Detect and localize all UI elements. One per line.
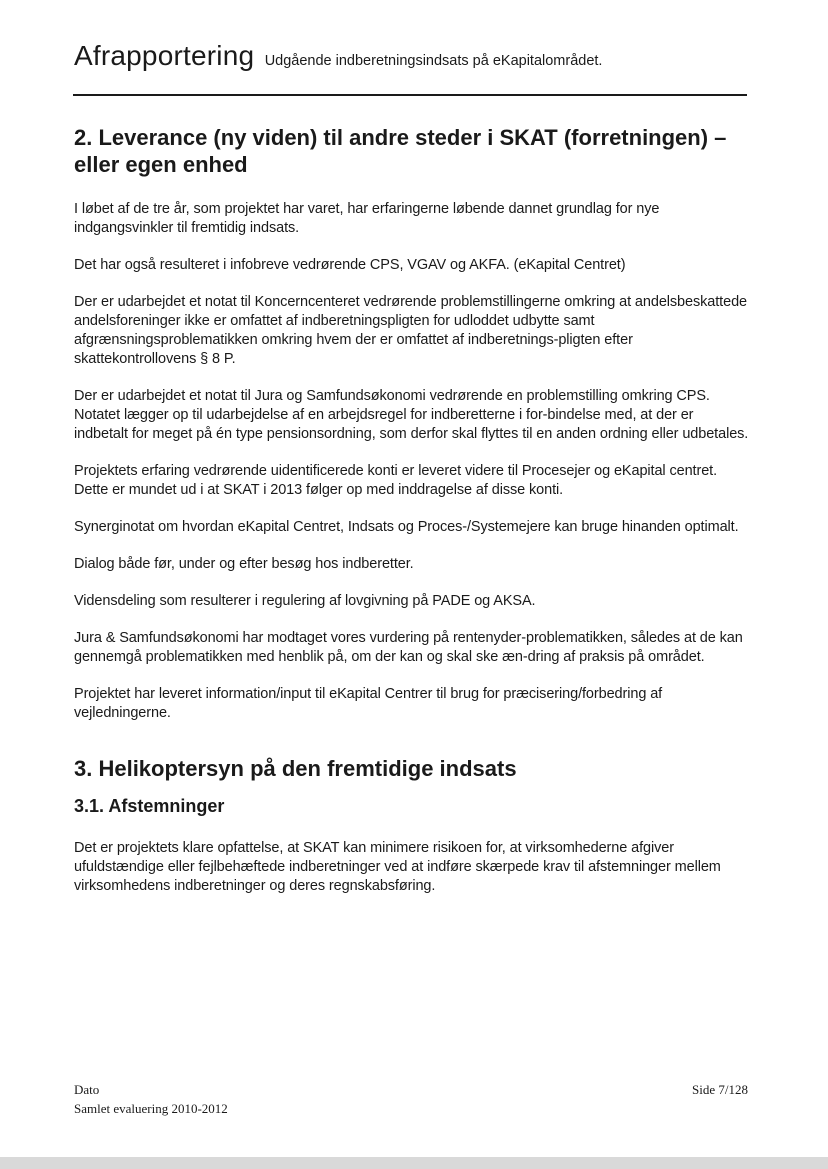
section-2-heading: 2. Leverance (ny viden) til andre steder i SKAT (forretningen) – eller egen enhed (74, 125, 727, 177)
page-header (74, 40, 754, 72)
paragraph: I løbet af de tre år, som projektet har varet, har erfaringerne løbende dannet grundlag for nye indgangsvinkler til fremtidig indsats. (74, 201, 660, 236)
page-footer (74, 1080, 748, 1118)
paragraph: Dialog både før, under og efter besøg hos indberetter. (74, 556, 414, 572)
page-bottom-edge (0, 1157, 828, 1169)
footer-date-label: Dato (74, 1082, 100, 1097)
section-3-heading: 3. Helikoptersyn på den fremtidige indsats (74, 756, 517, 781)
paragraph: Der er udarbejdet et notat til Koncerncenteret vedrørende problemstillingerne omkring at andelsbeskattede andelsforeninger ikke er omfattet af indberetningspligten for udloddet udbytte samt afgrænsningsproblematikken omkring hvem der er omfattet af indberetnings-pligten efter skattekontrollovens § 8 P. (74, 294, 747, 367)
paragraph: Vidensdeling som resulterer i regulering af lovgivning på PADE og AKSA. (74, 593, 536, 609)
paragraph: Projektet har leveret information/input til eKapital Centrer til brug for præcisering/forbedring af vejledningerne. (74, 686, 663, 721)
paragraph: Det har også resulteret i infobreve vedrørende CPS, VGAV og AKFA. (eKapital Centret) (74, 257, 626, 273)
header-title: Afrapportering (74, 40, 255, 71)
paragraph: Der er udarbejdet et notat til Jura og Samfundsøkonomi vedrørende en problemstilling omkring CPS. Notatet lægger op til udarbejdelse af en arbejdsregel for indberetterne i for-bindelse med, at der er indbetalt for meget på én type pensionsordning, som derfor skal flyttes til en anden ordning eller udbetales. (74, 388, 749, 442)
paragraph: Det er projektets klare opfattelse, at SKAT kan minimere risikoen for, at virksomhederne afgiver ufuldstændige eller fejlbehæftede indberetninger ved at indføre skærpede krav til afstemninger mellem virksomhedens indberetninger og deres regnskabsføring. (74, 840, 721, 894)
footer-doc-title: Samlet evaluering 2010-2012 (74, 1101, 228, 1116)
page-number: Side 7/128 (692, 1082, 748, 1097)
header-rule (73, 94, 747, 96)
paragraph: Projektets erfaring vedrørende uidentificerede konti er leveret videre til Procesejer og eKapital centret. Dette er mundet ud i at SKAT i 2013 følger op med inddragelse af disse konti. (74, 463, 718, 498)
section-3-1-heading: 3.1. Afstemninger (74, 796, 225, 816)
document-body (74, 124, 750, 914)
header-subtitle: Udgående indberetningsindsats på eKapitalområdet. (264, 53, 603, 69)
paragraph: Jura & Samfundsøkonomi har modtaget vores vurdering på rentenyder-problematikken, således at de kan gennemgå problematikken med henblik på, om der kan og skal ske æn-dring af praksis på området. (74, 630, 743, 665)
paragraph: Synerginotat om hvordan eKapital Centret, Indsats og Proces-/Systemejere kan bruge hinanden optimalt. (74, 519, 739, 535)
